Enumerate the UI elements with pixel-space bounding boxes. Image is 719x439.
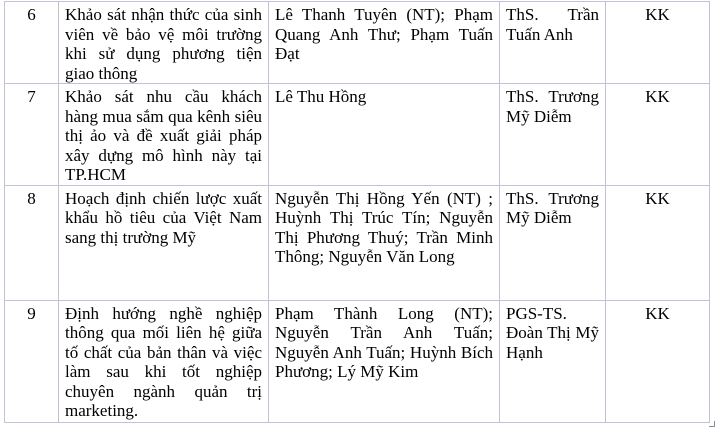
row-number-cell: 6 — [5, 2, 59, 84]
authors-cell: Lê Thu Hồng — [269, 84, 500, 186]
table-row — [5, 84, 710, 186]
topic-title-cell: Khảo sát nhận thức của sinh viên về bảo vệ môi trường khi sử dụng phương tiện giao thông — [59, 2, 269, 84]
topic-title-cell: Khảo sát nhu cầu khách hàng mua sắm qua kênh siêu thị ảo và đề xuất giải pháp xây dựng mô hình này tại TP.HCM — [59, 84, 269, 186]
topic-title-cell: Hoạch định chiến lược xuất khẩu hồ tiêu của Việt Nam sang thị trường Mỹ — [59, 185, 269, 300]
row-number-cell: 7 — [5, 84, 59, 186]
award-cell: KK — [606, 84, 710, 186]
award-cell: KK — [606, 2, 710, 84]
authors-cell: Nguyễn Thị Hồng Yến (NT) ; Huỳnh Thị Trúc Tín; Nguyễn Thị Phương Thuý; Trần Minh Thông; Nguyễn Văn Long — [269, 185, 500, 300]
authors-cell: Lê Thanh Tuyên (NT); Phạm Quang Anh Thư; Phạm Tuấn Đạt — [269, 2, 500, 84]
award-cell: KK — [606, 300, 710, 422]
table-row — [5, 185, 710, 300]
research-awards-table — [4, 1, 710, 423]
row-number-cell: 9 — [5, 300, 59, 422]
advisor-cell: ThS. Trần Tuấn Anh — [500, 2, 606, 84]
topic-title-cell: Định hướng nghề nghiệp thông qua mối liên hệ giữa tố chất của bản thân và việc làm sau khi tốt nghiệp chuyên ngành quản trị marketing. — [59, 300, 269, 422]
authors-cell: Phạm Thành Long (NT); Nguyễn Trần Anh Tuấn; Nguyễn Anh Tuấn; Huỳnh Bích Phương; Lý Mỹ Kim — [269, 300, 500, 422]
advisor-cell: ThS. Trương Mỹ Diễm — [500, 185, 606, 300]
advisor-cell: PGS-TS. Đoàn Thị Mỹ Hạnh — [500, 300, 606, 422]
row-number-cell: 8 — [5, 185, 59, 300]
text-boundary-mark — [709, 421, 715, 427]
table-row — [5, 2, 710, 84]
advisor-cell: ThS. Trương Mỹ Diễm — [500, 84, 606, 186]
table-row — [5, 300, 710, 422]
award-cell: KK — [606, 185, 710, 300]
